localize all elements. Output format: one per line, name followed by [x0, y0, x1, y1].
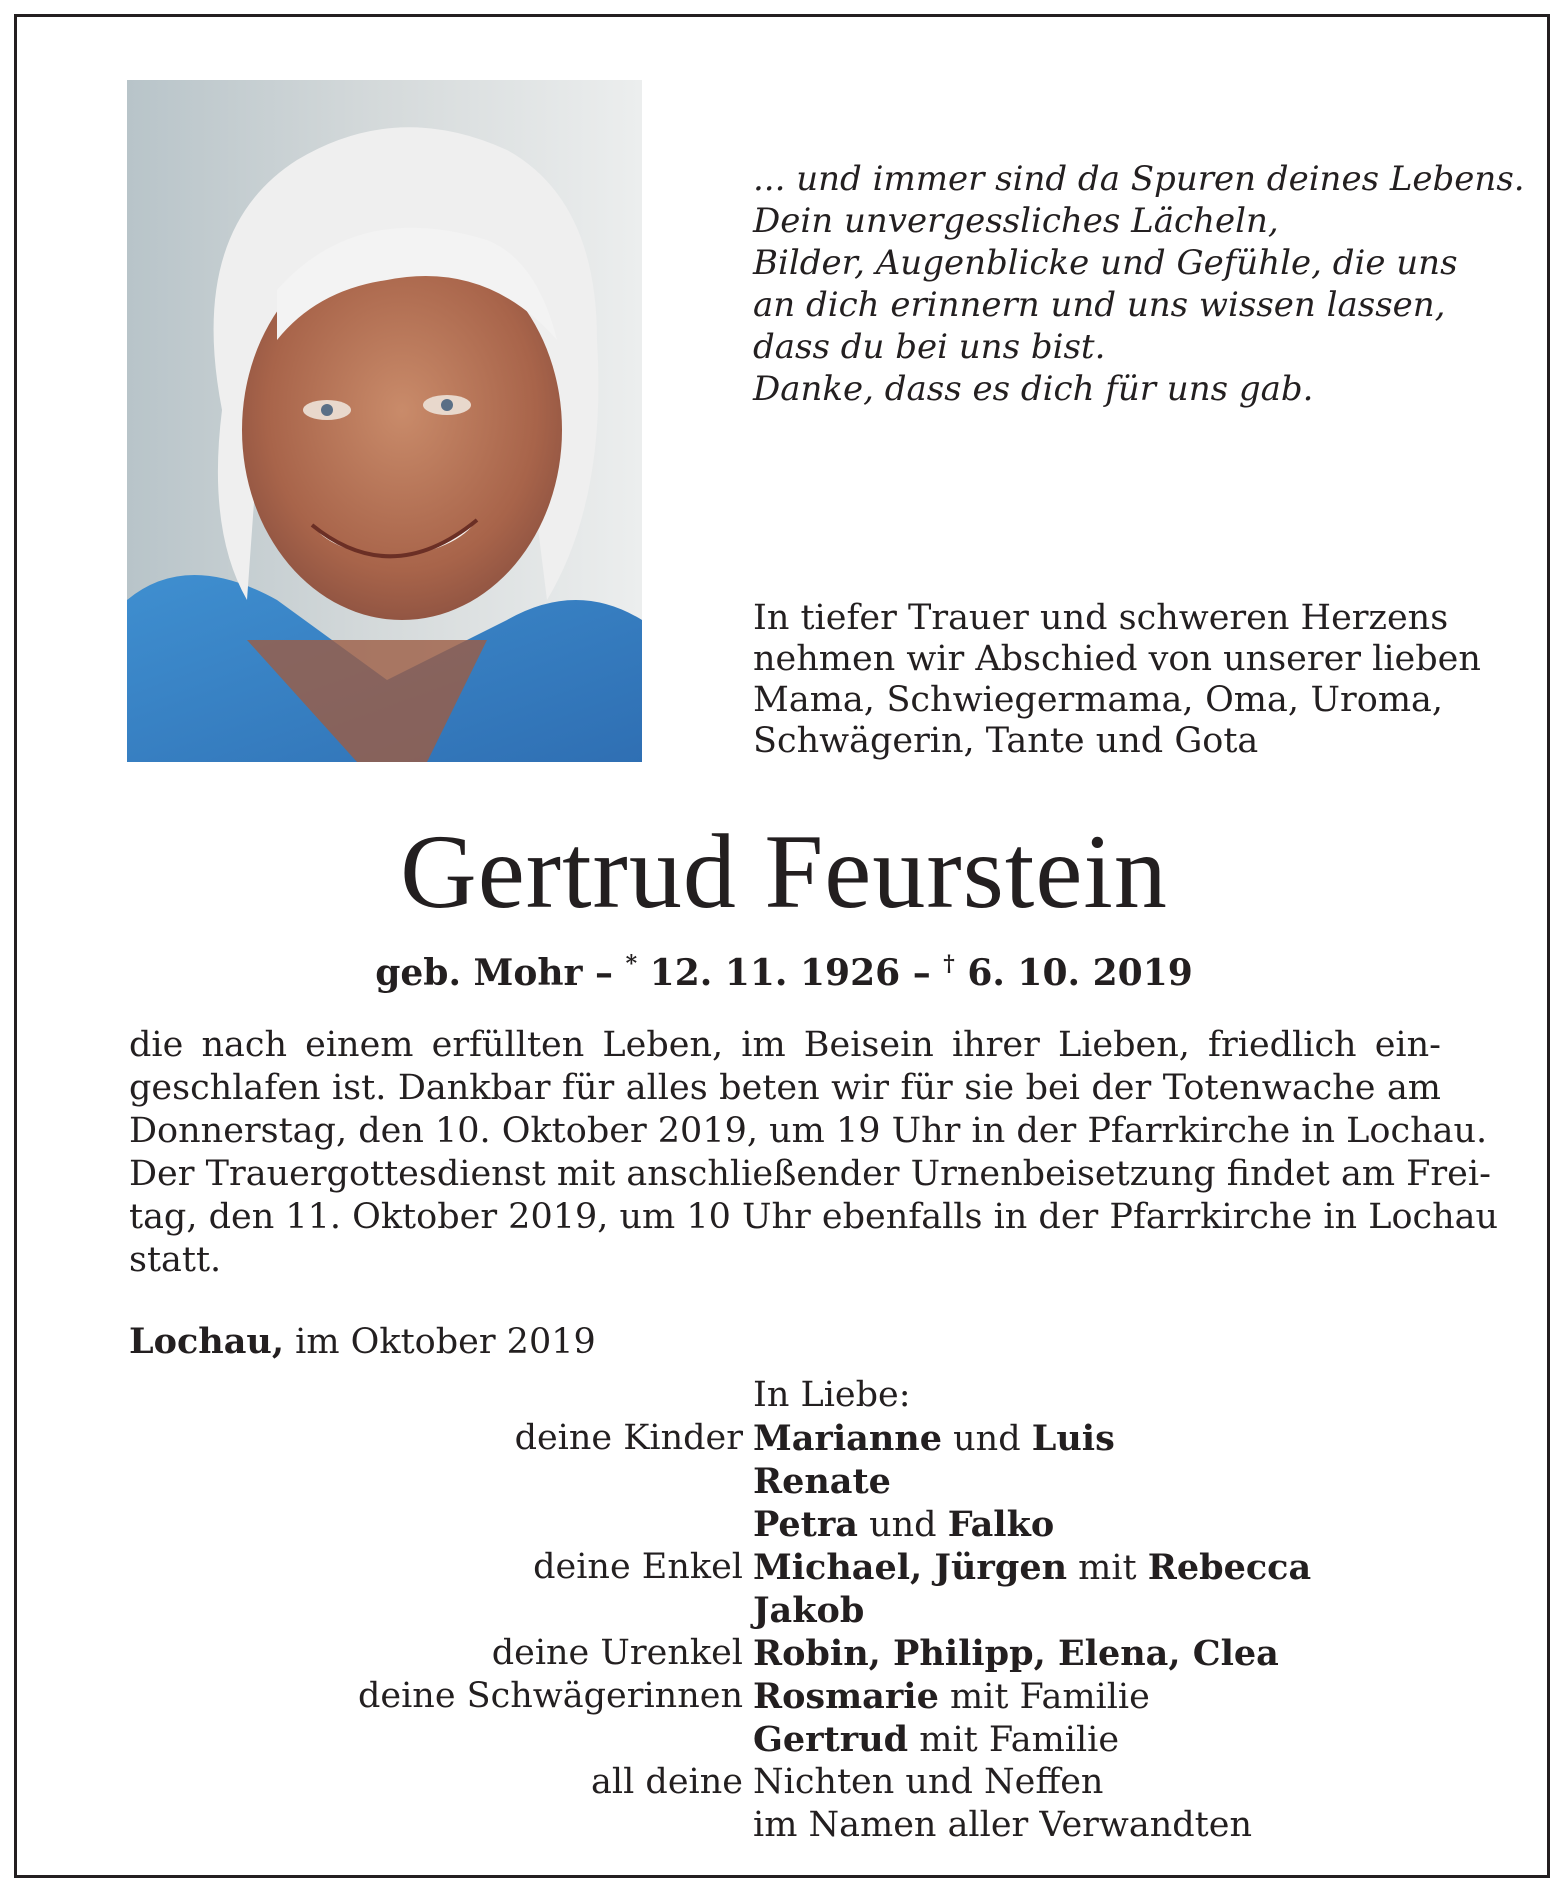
- mourner-connector: und: [857, 1505, 948, 1545]
- mourners-list: [0, 1374, 1568, 1847]
- announcement-line: Donnerstag, den 10. Oktober 2019, um 19 Uhr in der Pfarrkirche in Lochau.: [129, 1111, 1488, 1151]
- mourner-names: [753, 1718, 1119, 1762]
- mourner-row: [0, 1804, 1568, 1847]
- place-date: im Oktober 2019: [284, 1322, 596, 1362]
- mourner-name: Michael, Jürgen: [753, 1547, 1068, 1588]
- portrait-icon: [127, 80, 642, 762]
- mourner-name: Rebecca: [1147, 1547, 1312, 1588]
- mourner-relation: deine Urenkel: [491, 1633, 743, 1673]
- death-symbol: †: [943, 951, 955, 977]
- death-date: 6. 10. 2019: [954, 952, 1193, 994]
- mourner-connector: im Namen aller Verwandten: [753, 1805, 1252, 1845]
- intro-line: Schwägerin, Tante und Gota: [753, 721, 1259, 761]
- announcement-line: tag, den 11. Oktober 2019, um 10 Uhr ebenfalls in der Pfarrkirche in Lochau: [129, 1197, 1499, 1237]
- mourner-name: Luis: [1031, 1418, 1115, 1459]
- intro-text: [753, 598, 1481, 762]
- mourner-row: [0, 1460, 1568, 1503]
- mourner-name: Gertrud: [753, 1719, 909, 1760]
- mourner-name: Renate: [753, 1461, 891, 1502]
- memorial-quote: [753, 158, 1525, 410]
- mourner-connector: Nichten und Neffen: [753, 1762, 1104, 1802]
- mourner-names: [753, 1460, 891, 1504]
- intro-line: Mama, Schwiegermama, Oma, Uroma,: [753, 680, 1443, 720]
- mourner-row: [0, 1417, 1568, 1460]
- mourner-name: Robin, Philipp, Elena, Clea: [753, 1633, 1279, 1674]
- mourner-connector: und: [942, 1419, 1032, 1459]
- mourner-row: [0, 1632, 1568, 1675]
- mourner-row: [0, 1718, 1568, 1761]
- announcement-line: die nach einem erfüllten Leben, im Beisein ihrer Lieben, friedlich ein-: [129, 1025, 1441, 1065]
- place-town: Lochau,: [129, 1321, 285, 1362]
- mourner-names: [753, 1804, 1252, 1847]
- announcement-line: Der Trauergottesdienst mit anschließender Urnenbeisetzung findet am Frei-: [129, 1154, 1491, 1194]
- announcement-text: [129, 1024, 1499, 1282]
- quote-line: dass du bei uns bist.: [753, 327, 1106, 367]
- mourner-relation: deine Kinder: [514, 1418, 743, 1458]
- mourner-name: Marianne: [753, 1418, 942, 1459]
- quote-line: Bilder, Augenblicke und Gefühle, die uns: [753, 243, 1458, 283]
- mourner-name: Falko: [947, 1504, 1055, 1545]
- mourners-heading: In Liebe:: [753, 1375, 911, 1415]
- portrait-photo: [127, 80, 642, 762]
- birth-date: 12. 11. 1926 –: [637, 952, 931, 994]
- mourner-relation: deine Schwägerinnen: [357, 1676, 743, 1716]
- deceased-name: Gertrud Feurstein: [400, 813, 1168, 930]
- mourner-name: Jakob: [753, 1590, 865, 1631]
- mourner-names: [753, 1589, 864, 1633]
- mourner-names: [753, 1761, 1103, 1804]
- quote-line: Dein unvergessliches Lächeln,: [753, 201, 1279, 241]
- quote-line: an dich erinnern und uns wissen lassen,: [753, 285, 1446, 325]
- quote-line: Danke, dass es dich für uns gab.: [753, 369, 1314, 409]
- mourner-names: [753, 1417, 1115, 1461]
- quote-line: ... und immer sind da Spuren deines Lebens.: [753, 159, 1525, 199]
- announcement-line: geschlafen ist. Dankbar für alles beten wir für sie bei der Totenwache am: [129, 1068, 1441, 1108]
- birth-name: geb. Mohr –: [375, 952, 614, 994]
- mourner-connector: mit Familie: [908, 1720, 1120, 1760]
- mourner-row: [0, 1503, 1568, 1546]
- intro-line: In tiefer Trauer und schweren Herzens: [753, 598, 1449, 638]
- birth-symbol: *: [625, 951, 638, 977]
- life-dates: [0, 942, 1568, 995]
- mourner-names: [753, 1546, 1311, 1590]
- mourner-names: [753, 1632, 1279, 1676]
- mourner-row: [0, 1675, 1568, 1718]
- mourner-row: [0, 1546, 1568, 1589]
- announcement-line: statt.: [129, 1240, 222, 1280]
- mourner-connector: mit: [1067, 1548, 1148, 1588]
- mourner-relation: deine Enkel: [533, 1547, 743, 1587]
- mourner-connector: mit Familie: [938, 1677, 1150, 1717]
- place-and-date: [129, 1320, 596, 1364]
- mourner-names: [753, 1503, 1054, 1547]
- mourner-names: [753, 1675, 1150, 1719]
- mourner-row: [0, 1761, 1568, 1804]
- mourner-row: [0, 1589, 1568, 1632]
- mourner-name: Rosmarie: [753, 1676, 939, 1717]
- mourners-heading-row: [0, 1374, 1568, 1417]
- intro-line: nehmen wir Abschied von unserer lieben: [753, 639, 1481, 679]
- mourner-name: Petra: [753, 1504, 858, 1545]
- mourner-relation: all deine: [591, 1762, 743, 1802]
